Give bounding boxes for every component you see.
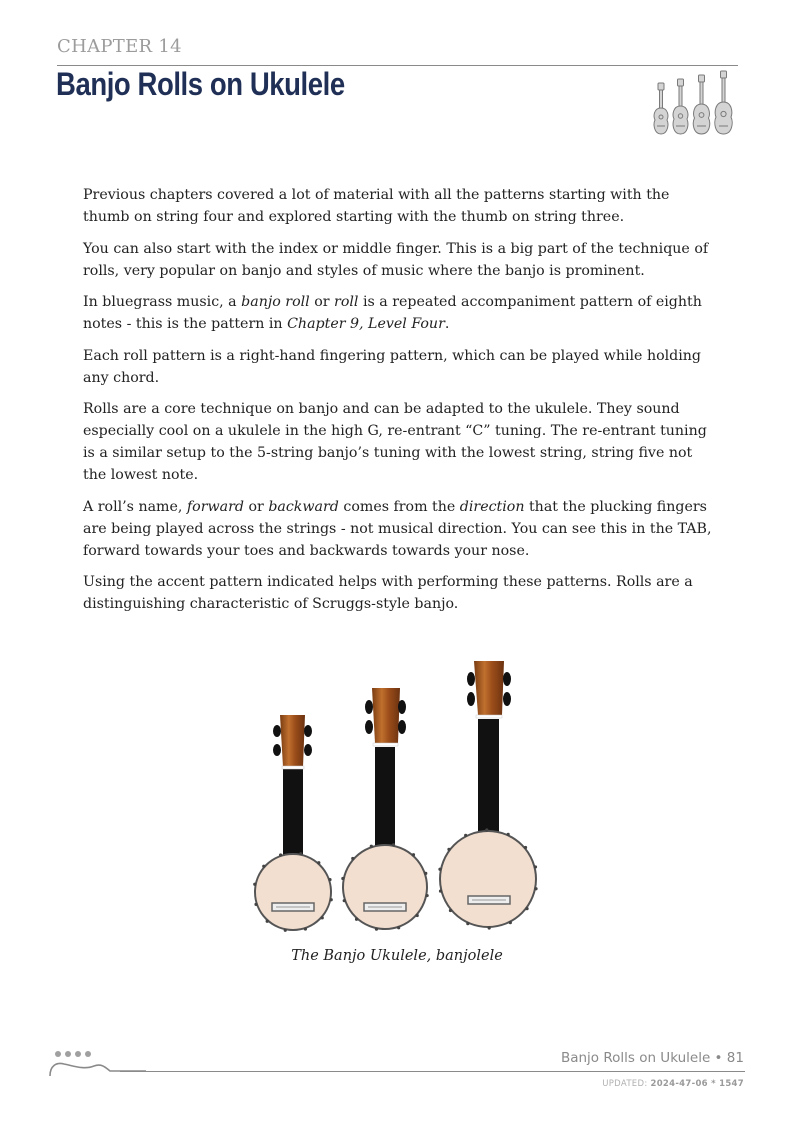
- text-run: In bluegrass music, a: [83, 294, 242, 310]
- footer-page-label: Banjo Rolls on Ukulele • 81: [560, 1050, 744, 1066]
- rim-bracket: [343, 899, 346, 902]
- rim-bracket: [488, 926, 491, 929]
- rim-bracket: [262, 865, 265, 868]
- footer-updated: [602, 1079, 744, 1089]
- ukulele-headstock-icon: [46, 1046, 146, 1080]
- text-run: comes from the: [338, 498, 460, 515]
- rim-bracket: [317, 861, 320, 864]
- text-run: Previous chapters covered a lot of material with all the patterns starting with the thumb on string four and explored starting with the thumb on string three.: [83, 187, 670, 225]
- rim-bracket: [370, 845, 373, 848]
- rim-bracket: [534, 865, 537, 868]
- body-paragraph: [83, 238, 715, 282]
- banjolele-medium: [343, 688, 427, 929]
- rim-bracket: [447, 848, 450, 851]
- banjolele-small: [255, 715, 331, 930]
- rim-bracket: [279, 853, 282, 856]
- text-run: that the plucking fingers are being played across the strings - not musical direction. You can see this in the TAB, forward towards your toes and backwards towards your nose.: [83, 498, 712, 559]
- text-run: or: [309, 294, 335, 310]
- rim-bracket: [426, 894, 429, 897]
- rim-bracket: [525, 907, 528, 910]
- text-run: Each roll pattern is a right-hand fingering pattern, which can be played while holding any chord.: [83, 347, 701, 386]
- rim-bracket: [485, 828, 488, 831]
- italic-text: forward: [186, 498, 244, 515]
- rim-bracket: [284, 929, 287, 932]
- rim-bracket: [416, 914, 419, 917]
- rim-bracket: [507, 833, 510, 836]
- rim-bracket: [412, 853, 415, 856]
- rim-bracket: [449, 909, 452, 912]
- rim-bracket: [397, 926, 400, 929]
- italic-text: roll: [334, 294, 359, 310]
- italic-text: Chapter 9, Level Four: [287, 316, 445, 332]
- text-run: .: [444, 316, 450, 332]
- rim-bracket: [330, 898, 333, 901]
- rim-bracket: [321, 916, 324, 919]
- body-paragraph: [83, 345, 715, 389]
- rim-bracket: [351, 857, 354, 860]
- body-paragraph: [83, 398, 715, 486]
- page-title: Banjo Rolls on Ukulele: [56, 66, 345, 102]
- rim-bracket: [328, 878, 331, 881]
- rim-bracket: [524, 846, 527, 849]
- rim-bracket: [392, 843, 395, 846]
- rim-bracket: [375, 928, 378, 931]
- text-run: is a repeated accompaniment pattern of eighth notes - this is the pattern in: [83, 294, 702, 332]
- italic-text: banjo roll: [241, 294, 310, 310]
- rim-bracket: [355, 918, 358, 921]
- rim-bracket: [464, 834, 467, 837]
- banjolele-large: [440, 661, 536, 927]
- text-run: Using the accent pattern indicated helps with performing these patterns. Rolls are a distinguishing characteristic of Scruggs-style banjo.: [83, 574, 693, 612]
- italic-text: backward: [268, 498, 339, 515]
- rim-bracket: [304, 927, 307, 930]
- body-paragraph: [83, 291, 715, 335]
- rim-bracket: [341, 877, 344, 880]
- body-text: [83, 184, 715, 625]
- text-run: or: [243, 498, 269, 515]
- body-paragraph: [83, 571, 715, 615]
- rim-bracket: [509, 921, 512, 924]
- body-paragraph: [83, 496, 715, 562]
- footer-divider: [120, 1071, 745, 1072]
- rim-bracket: [438, 868, 441, 871]
- rim-bracket: [266, 920, 269, 923]
- rim-bracket: [424, 872, 427, 875]
- figure-caption: The Banjo Ukulele, banjolele: [291, 948, 503, 964]
- rim-bracket: [466, 922, 469, 925]
- rim-bracket: [254, 903, 257, 906]
- updated-label: UPDATED:: [602, 1079, 651, 1089]
- text-run: You can also start with the index or middle finger. This is a big part of the technique of rolls, very popular on banjo and styles of music where the banjo is prominent.: [83, 240, 709, 279]
- italic-text: direction: [459, 498, 525, 515]
- banjolele-illustration: [250, 655, 550, 935]
- text-run: A roll’s name,: [83, 498, 187, 515]
- updated-value: 2024-47-06 * 1547: [650, 1079, 744, 1089]
- rim-bracket: [439, 889, 442, 892]
- rim-bracket: [299, 852, 302, 855]
- ukulele-sizes-icon: [650, 70, 740, 136]
- chapter-label: CHAPTER 14: [57, 36, 182, 57]
- text-run: Rolls are a core technique on banjo and can be adapted to the ukulele. They sound especially cool on a ukulele in the high G, re-entrant “C” tuning. The re-entrant tuning is a similar setup to the 5-string banjo’s tuning with the lowest string, string five not the lowest note.: [83, 401, 707, 483]
- body-paragraph: [83, 184, 715, 228]
- rim-bracket: [253, 883, 256, 886]
- rim-bracket: [534, 887, 537, 890]
